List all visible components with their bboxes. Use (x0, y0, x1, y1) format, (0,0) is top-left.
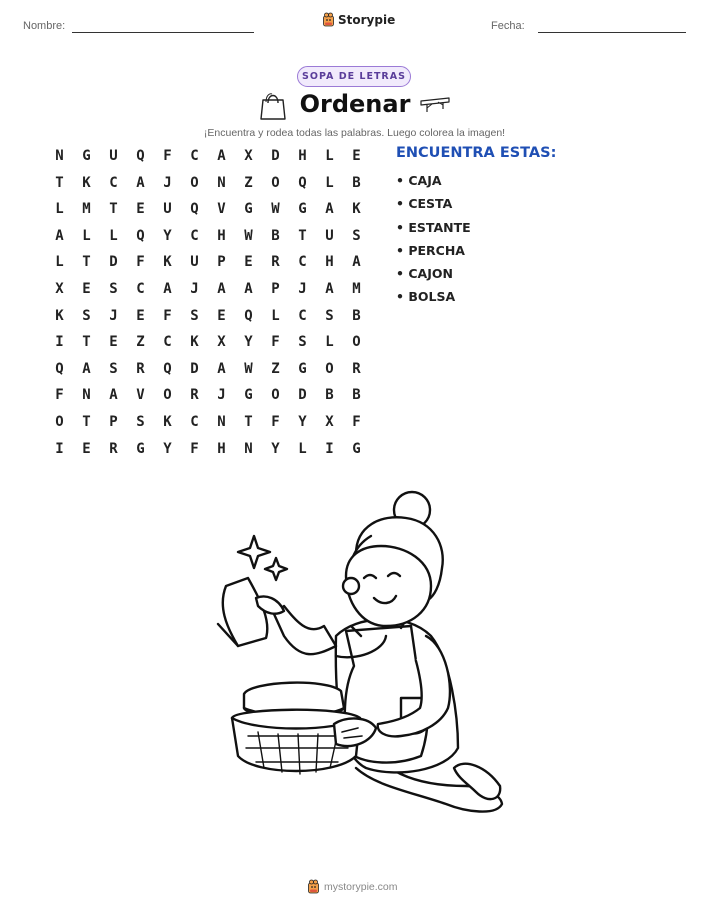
grid-letter[interactable]: I (55, 440, 64, 457)
grid-letter[interactable]: F (271, 414, 280, 430)
grid-letter[interactable]: Q (163, 360, 172, 377)
grid-letter[interactable]: E (82, 440, 91, 457)
grid-letter[interactable]: A (352, 254, 361, 271)
grid-letter[interactable]: O (352, 334, 361, 351)
grid-letter[interactable]: A (325, 201, 334, 218)
grid-letter[interactable]: B (352, 174, 361, 191)
grid-letter[interactable]: E (352, 148, 361, 164)
grid-letter[interactable]: C (190, 148, 199, 164)
grid-letter[interactable]: L (55, 254, 64, 271)
grid-letter[interactable]: G (298, 360, 307, 377)
grid-letter[interactable]: S (190, 307, 199, 324)
grid-letter[interactable]: C (190, 414, 199, 430)
grid-letter[interactable]: M (352, 281, 361, 297)
activity-badge: SOPA DE LETRAS (297, 66, 411, 87)
word-item: • CAJON (396, 264, 471, 287)
grid-letter[interactable]: U (109, 148, 118, 164)
grid-letter[interactable]: R (352, 360, 361, 377)
grid-letter[interactable]: L (325, 174, 334, 191)
grid-letter[interactable]: Q (136, 148, 145, 164)
grid-letter[interactable]: P (217, 254, 226, 271)
grid-letter[interactable]: G (244, 387, 253, 404)
grid-letter[interactable]: F (352, 414, 361, 430)
grid-letter[interactable]: K (82, 174, 91, 191)
grid-letter[interactable]: Y (271, 440, 280, 457)
grid-letter[interactable]: X (244, 148, 253, 164)
grid-letter[interactable]: A (109, 387, 118, 404)
grid-letter[interactable]: G (298, 201, 307, 218)
storypie-logo-icon (307, 879, 320, 894)
grid-letter[interactable]: D (271, 148, 280, 164)
grid-letter[interactable]: H (217, 440, 226, 457)
grid-letter[interactable]: W (244, 360, 253, 377)
grid-letter[interactable]: N (217, 414, 226, 430)
instructions: ¡Encuentra y rodea todas las palabras. Luego colorea la imagen! (203, 127, 506, 139)
grid-letter[interactable]: B (352, 307, 361, 324)
grid-letter[interactable]: H (325, 254, 334, 271)
grid-letter[interactable]: Y (298, 414, 307, 430)
name-field[interactable] (72, 32, 254, 33)
grid-letter[interactable]: I (325, 440, 334, 457)
grid-letter[interactable]: A (55, 227, 64, 244)
grid-letter[interactable]: A (217, 281, 226, 297)
grid-letter[interactable]: F (163, 148, 172, 164)
word-item: • ESTANTE (396, 218, 471, 241)
grid-letter[interactable]: N (244, 440, 253, 457)
grid-letter[interactable]: T (298, 227, 307, 244)
grid-letter[interactable]: P (271, 281, 280, 297)
grid-letter[interactable]: T (109, 201, 118, 218)
grid-letter[interactable]: F (55, 387, 64, 404)
grid-letter[interactable]: T (82, 414, 91, 430)
grid-letter[interactable]: K (190, 334, 199, 351)
grid-letter[interactable]: V (136, 387, 145, 404)
grid-letter[interactable]: Z (244, 174, 253, 191)
grid-letter[interactable]: N (82, 387, 91, 404)
grid-letter[interactable]: Y (244, 334, 253, 351)
grid-letter[interactable]: F (163, 307, 172, 324)
grid-letter[interactable]: L (271, 307, 280, 324)
grid-letter[interactable]: E (109, 334, 118, 351)
grid-letter[interactable]: L (325, 148, 334, 164)
grid-letter[interactable]: C (298, 307, 307, 324)
grid-letter[interactable]: S (82, 307, 91, 324)
grid-letter[interactable]: P (109, 414, 118, 430)
grid-letter[interactable]: F (190, 440, 199, 457)
woman-organizing-basket-illustration (196, 486, 516, 818)
grid-letter[interactable]: R (109, 440, 118, 457)
grid-letter[interactable]: S (136, 414, 145, 430)
grid-letter[interactable]: J (190, 281, 199, 297)
grid-letter[interactable]: E (136, 201, 145, 218)
grid-letter[interactable]: E (217, 307, 226, 324)
grid-letter[interactable]: K (55, 307, 64, 324)
grid-letter[interactable]: R (190, 387, 199, 404)
grid-letter[interactable]: K (352, 201, 361, 218)
grid-letter[interactable]: Q (136, 227, 145, 244)
grid-letter[interactable]: Q (55, 360, 64, 377)
grid-letter[interactable]: A (217, 360, 226, 377)
grid-letter[interactable]: T (244, 414, 253, 430)
footer (307, 879, 398, 894)
shelf-icon (418, 95, 452, 115)
grid-letter[interactable]: M (82, 201, 91, 218)
grid-letter[interactable]: O (271, 174, 280, 191)
grid-letter[interactable]: A (217, 148, 226, 164)
date-field[interactable] (538, 32, 686, 33)
grid-letter[interactable]: U (190, 254, 199, 271)
grid-letter[interactable]: G (244, 201, 253, 218)
grid-letter[interactable]: E (82, 281, 91, 297)
grid-letter[interactable]: R (271, 254, 280, 271)
grid-letter[interactable]: I (55, 334, 64, 351)
page-title: Ordenar (299, 90, 411, 118)
grid-letter[interactable]: J (298, 281, 307, 297)
grid-letter[interactable]: S (352, 227, 361, 244)
grid-letter[interactable]: N (55, 148, 64, 164)
word-list-title: ENCUENTRA ESTAS: (396, 145, 557, 161)
grid-letter[interactable]: Y (163, 227, 172, 244)
footer-url: mystorypie.com (324, 880, 398, 893)
shopping-bag-icon (258, 89, 288, 121)
grid-letter[interactable]: X (55, 281, 64, 297)
grid-letter[interactable]: O (325, 360, 334, 377)
grid-letter[interactable]: A (163, 281, 172, 297)
grid-letter[interactable]: T (55, 174, 64, 191)
grid-letter[interactable]: Q (298, 174, 307, 191)
word-item: • PERCHA (396, 241, 471, 264)
grid-letter[interactable]: D (298, 387, 307, 404)
word-item: • CAJA (396, 171, 471, 194)
word-list (396, 171, 471, 311)
grid-letter[interactable]: X (325, 414, 334, 430)
grid-letter[interactable]: G (352, 440, 361, 457)
name-label: Nombre: (23, 20, 66, 32)
grid-letter[interactable]: L (109, 227, 118, 244)
grid-letter[interactable]: C (109, 174, 118, 191)
grid-letter[interactable]: J (109, 307, 118, 324)
grid-letter[interactable]: Y (163, 440, 172, 457)
word-item: • BOLSA (396, 287, 471, 310)
grid-letter[interactable]: E (244, 254, 253, 271)
grid-letter[interactable]: S (109, 360, 118, 377)
grid-letter[interactable]: T (82, 254, 91, 271)
grid-letter[interactable]: U (325, 227, 334, 244)
grid-letter[interactable]: B (352, 387, 361, 404)
grid-letter[interactable]: W (271, 201, 280, 218)
grid-letter[interactable]: B (325, 387, 334, 404)
grid-letter[interactable]: F (136, 254, 145, 271)
grid-letter[interactable]: X (217, 334, 226, 351)
storypie-logo-icon (322, 12, 335, 27)
grid-letter[interactable]: C (136, 281, 145, 297)
grid-letter[interactable]: A (136, 174, 145, 191)
grid-letter[interactable]: H (217, 227, 226, 244)
grid-letter[interactable]: J (163, 174, 172, 191)
grid-letter[interactable]: Z (271, 360, 280, 377)
grid-letter[interactable]: S (325, 307, 334, 324)
grid-letter[interactable]: O (55, 414, 64, 430)
brand-name: Storypie (338, 12, 396, 27)
grid-letter[interactable]: A (82, 360, 91, 377)
grid-letter[interactable]: E (136, 307, 145, 324)
grid-letter[interactable]: G (82, 148, 91, 164)
grid-letter[interactable]: D (190, 360, 199, 377)
date-label: Fecha: (491, 20, 525, 32)
grid-letter[interactable]: O (163, 387, 172, 404)
grid-letter[interactable]: N (217, 174, 226, 191)
grid-letter[interactable]: K (163, 254, 172, 271)
grid-letter[interactable]: R (136, 360, 145, 377)
grid-letter[interactable]: F (271, 334, 280, 351)
grid-letter[interactable]: C (298, 254, 307, 271)
grid-letter[interactable]: S (298, 334, 307, 351)
grid-letter[interactable]: L (82, 227, 91, 244)
grid-letter[interactable]: G (136, 440, 145, 457)
grid-letter[interactable]: U (163, 201, 172, 218)
grid-letter[interactable]: L (325, 334, 334, 351)
grid-letter[interactable]: C (163, 334, 172, 351)
brand-logo (322, 12, 395, 27)
grid-letter[interactable]: Z (136, 334, 145, 351)
grid-letter[interactable]: O (190, 174, 199, 191)
grid-letter[interactable]: A (244, 281, 253, 297)
grid-letter[interactable]: J (217, 387, 226, 404)
grid-letter[interactable]: Q (244, 307, 253, 324)
grid-letter[interactable]: O (271, 387, 280, 404)
grid-letter[interactable]: B (271, 227, 280, 244)
grid-letter[interactable]: W (244, 227, 253, 244)
grid-letter[interactable]: Q (190, 201, 199, 218)
grid-letter[interactable]: S (109, 281, 118, 297)
grid-letter[interactable]: L (55, 201, 64, 218)
grid-letter[interactable]: H (298, 148, 307, 164)
grid-letter[interactable]: A (325, 281, 334, 297)
grid-letter[interactable]: D (109, 254, 118, 271)
grid-letter[interactable]: C (190, 227, 199, 244)
grid-letter[interactable]: L (298, 440, 307, 457)
word-item: • CESTA (396, 194, 471, 217)
grid-letter[interactable]: T (82, 334, 91, 351)
grid-letter[interactable]: V (217, 201, 226, 218)
grid-letter[interactable]: K (163, 414, 172, 430)
